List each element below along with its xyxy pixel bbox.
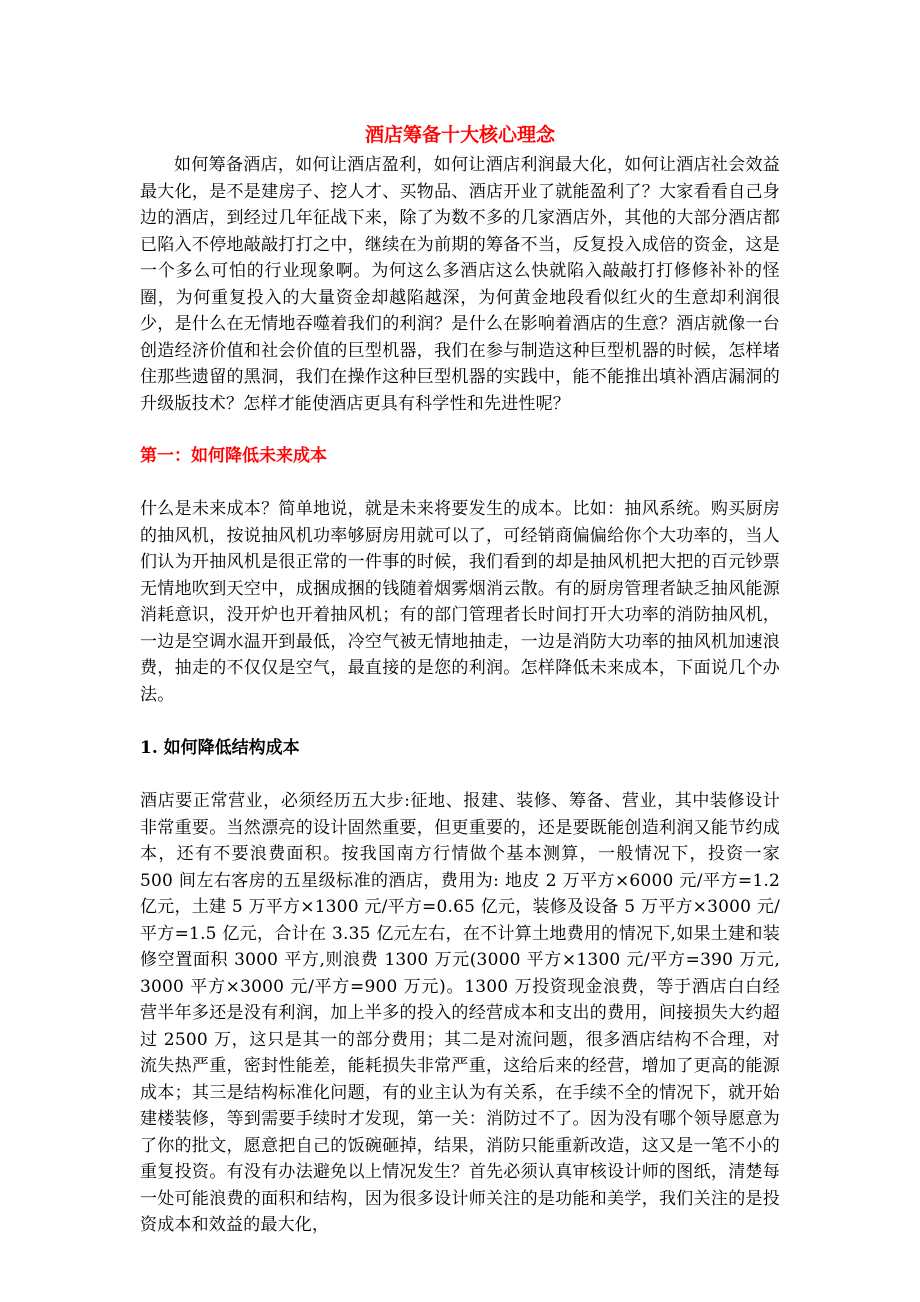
subsection-1-paragraph: 酒店要正常营业，必须经历五大步:征地、报建、装修、筹备、营业，其中装修设计非常重要。当然漂亮的设计固然重要，但更重要的，还是要既能创造利润又能节约成本，还有不要浪费面积。按我国南方行情做个基本测算，一般情况下，投资一家 500 间左右客房的五星级标准的酒店，费用为: 地皮 2 万平方×6000 元/平方=1.2 亿元，土建 5 万平方×1300 元/平方=0.65 亿元，装修及设备 5 万平方×3000 元/平方=1.5 亿元，合计在 3.35 亿元左右，在不计算土地费用的情况下,如果土建和装修空置面积 3000 平方,则浪费 1300 万元(3000 平方×1300 元/平方=390 万元, 3000 平方×3000 元/平方=900 万元)。1300 万投资现金浪费，等于酒店白白经营半年多还是没有利润，加上半多的投入的经营成本和支出的费用，间接损失大约超过 2500 万，这只是其一的部分费用；其二是对流问题，很多酒店结构不合理，对流失热严重，密封性能差，能耗损失非常严重，这给后来的经营，增加了更高的能源成本；其三是结构标准化问题，有的业主认为有关系，在手续不全的情况下，就开始建楼装修，等到需要手续时才发现，第一关：消防过不了。因为没有哪个领导愿意为了你的批文，愿意把自己的饭碗砸掉，结果，消防只能重新改造，这又是一笔不小的重复投资。有没有办法避免以上情况发生？首先必须认真审核设计师的图纸，清楚每一处可能浪费的面积和结构，因为很多设计师关注的是功能和美学，我们关注的是投资成本和效益的最大化，: [140, 791, 780, 1235]
document-page: [140, 120, 780, 1239]
document-title: 酒店筹备十大核心理念: [364, 124, 555, 146]
intro-paragraph: 如何筹备酒店，如何让酒店盈利，如何让酒店利润最大化，如何让酒店社会效益最大化，是不是建房子、挖人才、买物品、酒店开业了就能盈利了？大家看看自己身边的酒店，到经过几年征战下来，除了为数不多的几家酒店外，其他的大部分酒店都已陷入不停地敲敲打打之中，继续在为前期的筹备不当，反复投入成倍的资金，这是一个多么可怕的行业现象啊。为何这么多酒店这么快就陷入敲敲打打修修补补的怪圈，为何重复投入的大量资金却越陷越深，为何黄金地段看似红火的生意却利润很少，是什么在无情地吞噬着我们的利润？是什么在影响着酒店的生意？酒店就像一台创造经济价值和社会价值的巨型机器，我们在参与制造这种巨型机器的时候，怎样堵住那些遗留的黑洞，我们在操作这种巨型机器的实践中，能不能推出填补酒店漏洞的升级版技术？怎样才能使酒店更具有科学性和先进性呢？: [140, 155, 780, 414]
section-heading-1: 第一：如何降低未来成本: [140, 446, 327, 466]
section-1-paragraph: 什么是未来成本？简单地说，就是未来将要发生的成本。比如：抽风系统。购买厨房的抽风机，按说抽风机功率够厨房用就可以了，可经销商偏偏给你个大功率的，当人们认为开抽风机是很正常的一件事的时候，我们看到的却是抽风机把大把的百元钞票无情地吹到天空中，成捆成捆的钱随着烟雾烟消云散。有的厨房管理者缺乏抽风能源消耗意识，没开炉也开着抽风机；有的部门管理者长时间打开大功率的消防抽风机，一边是空调水温开到最低，冷空气被无情地抽走，一边是消防大功率的抽风机加速浪费，抽走的不仅仅是空气，最直接的是您的利润。怎样降低未来成本，下面说几个办法。: [140, 499, 780, 705]
subsection-heading-1: 1. 如何降低结构成本: [140, 738, 300, 758]
